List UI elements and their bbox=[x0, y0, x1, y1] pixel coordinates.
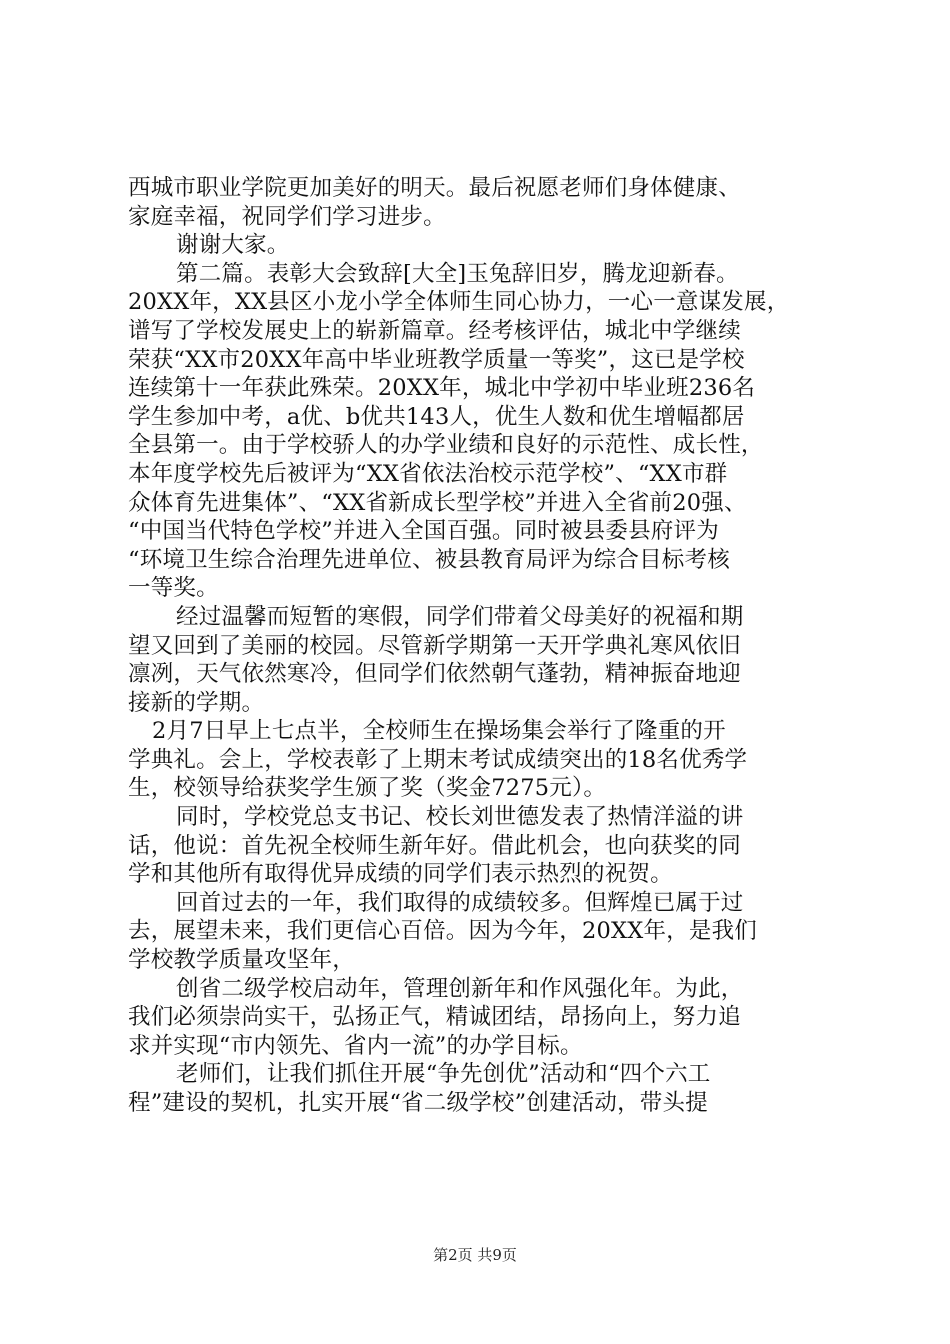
text-line: 凛冽，天气依然寒冷，但同学们依然朝气蓬勃，精神振奋地迎 bbox=[128, 661, 741, 688]
text-line: 全县第一。由于学校骄人的办学业绩和良好的示范性、成长性， bbox=[128, 432, 764, 459]
text-line: 求并实现“市内领先、省内一流”的办学目标。 bbox=[128, 1032, 583, 1059]
text-line: 话，他说：首先祝全校师生新年好。借此机会，也向获奖的同 bbox=[128, 832, 741, 859]
text-line: 老师们，让我们抓住开展“争先创优”活动和“四个六工 bbox=[176, 1061, 711, 1088]
text-line: 2月7日早上七点半，全校师生在操场集会举行了隆重的开 bbox=[152, 718, 726, 745]
text-line: 望又回到了美丽的校园。尽管新学期第一天开学典礼寒风依旧 bbox=[128, 632, 741, 659]
text-line: 去，展望未来，我们更信心百倍。因为今年，20XX年，是我们 bbox=[128, 918, 757, 945]
text-line: 20XX年，XX县区小龙小学全体师生同心协力，一心一意谋发展， bbox=[128, 289, 790, 316]
text-line: 创省二级学校启动年，管理创新年和作风强化年。为此， bbox=[176, 975, 744, 1002]
text-line: 谢谢大家。 bbox=[176, 232, 290, 259]
text-line: 回首过去的一年，我们取得的成绩较多。但辉煌已属于过 bbox=[176, 889, 744, 916]
text-line: 学生参加中考，a优、b优共143人，优生人数和优生增幅都居 bbox=[128, 403, 745, 430]
text-line: 众体育先进集体”、“XX省新成长型学校”并进入全省前20强、 bbox=[128, 489, 747, 516]
text-line: 学和其他所有取得优异成绩的同学们表示热烈的祝贺。 bbox=[128, 861, 673, 888]
text-line: 我们必须崇尚实干，弘扬正气，精诚团结，昂扬向上，努力追 bbox=[128, 1004, 741, 1031]
text-line: 本年度学校先后被评为“XX省依法治校示范学校”、“XX市群 bbox=[128, 460, 728, 487]
text-line: 学校教学质量攻坚年， bbox=[128, 947, 356, 974]
text-line: 程”建设的契机，扎实开展“省二级学校”创建活动，带头提 bbox=[128, 1090, 708, 1116]
text-line: 学典礼。会上，学校表彰了上期末考试成绩突出的18名优秀学 bbox=[128, 746, 748, 773]
text-line: 生，校领导给获奖学生颁了奖（奖金7275元）。 bbox=[128, 775, 607, 802]
text-line: 家庭幸福，祝同学们学习进步。 bbox=[128, 203, 446, 230]
text-line: 同时，学校党总支书记、校长刘世德发表了热情洋溢的讲 bbox=[176, 804, 744, 831]
text-line: 第二篇。表彰大会致辞[大全]玉兔辞旧岁，腾龙迎新春。 bbox=[176, 260, 739, 287]
text-line: 连续第十一年获此殊荣。20XX年，城北中学初中毕业班236名 bbox=[128, 375, 756, 402]
text-line: “中国当代特色学校”并进入全国百强。同时被县委县府评为 bbox=[128, 518, 719, 545]
text-line: 接新的学期。 bbox=[128, 689, 265, 716]
text-line: 一等奖。 bbox=[128, 575, 219, 602]
text-line: 经过温馨而短暂的寒假，同学们带着父母美好的祝福和期 bbox=[176, 603, 744, 630]
text-line: “环境卫生综合治理先进单位、被县教育局评为综合目标考核 bbox=[128, 546, 730, 573]
document-body bbox=[128, 174, 858, 1118]
page-footer: 第2页 共9页 bbox=[433, 1246, 517, 1264]
text-line: 谱写了学校发展史上的崭新篇章。经考核评估，城北中学继续 bbox=[128, 317, 741, 344]
text-line: 西城市职业学院更加美好的明天。最后祝愿老师们身体健康、 bbox=[128, 175, 741, 201]
text-line: 荣获“XX市20XX年高中毕业班教学质量一等奖”，这已是学校 bbox=[128, 346, 745, 373]
